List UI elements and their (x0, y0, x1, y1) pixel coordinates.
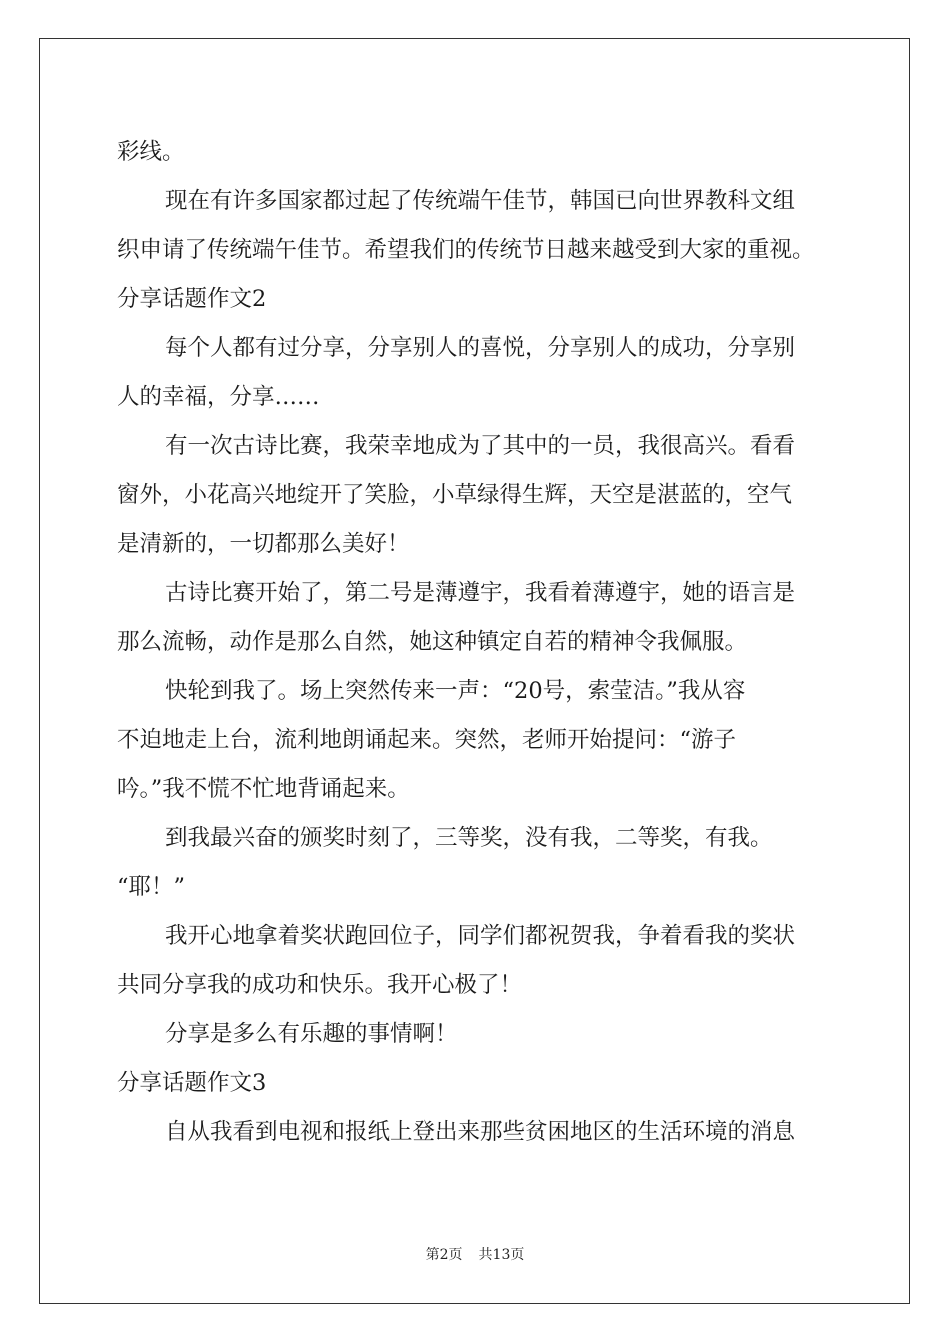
section-heading: 分享话题作文2 (117, 286, 267, 312)
paragraph-start: 自从我看到电视和报纸上登出来那些贫困地区的生活环境的消息 (165, 1119, 796, 1145)
text-line: “耶！” (117, 874, 186, 900)
text-line: 窗外，小花高兴地绽开了笑脸，小草绿得生辉，天空是湛蓝的，空气 (117, 482, 793, 508)
paragraph-start: 我开心地拿着奖状跑回位子，同学们都祝贺我，争着看我的奖状 (165, 923, 796, 949)
text-line: 彩线。 (117, 139, 185, 165)
text-line: 那么流畅，动作是那么自然，她这种镇定自若的精神令我佩服。 (117, 629, 748, 655)
paragraph-start: 现在有许多国家都过起了传统端午佳节，韩国已向世界教科文组 (165, 188, 796, 214)
text-line: 吟。”我不慌不忙地背诵起来。 (117, 776, 410, 802)
page-number: 第2页 (425, 1247, 463, 1263)
paragraph-start: 有一次古诗比赛，我荣幸地成为了其中的一员，我很高兴。看看 (165, 433, 796, 459)
paragraph-start: 到我最兴奋的颁奖时刻了，三等奖，没有我，二等奖，有我。 (165, 825, 773, 851)
document-body (117, 128, 852, 1157)
paragraph-start: 每个人都有过分享，分享别人的喜悦，分享别人的成功，分享别 (165, 335, 796, 361)
paragraph-start: 古诗比赛开始了，第二号是薄遵宇，我看着薄遵宇，她的语言是 (165, 580, 796, 606)
text-line: 人的幸福，分享…… (117, 384, 320, 410)
page-footer (0, 1244, 950, 1264)
text-line: 是清新的，一切都那么美好！ (117, 531, 410, 557)
text-line: 共同分享我的成功和快乐。我开心极了！ (117, 972, 523, 998)
total-pages: 共13页 (478, 1247, 525, 1263)
text-line: 织申请了传统端午佳节。希望我们的传统节日越来越受到大家的重视。 (117, 237, 815, 263)
section-heading: 分享话题作文3 (117, 1070, 267, 1096)
paragraph-start: 分享是多么有乐趣的事情啊！ (165, 1021, 458, 1047)
text-line: 不迫地走上台，流利地朗诵起来。突然，老师开始提问：“游子 (117, 727, 737, 753)
paragraph-start: 快轮到我了。场上突然传来一声：“20号，索莹洁。”我从容 (165, 678, 746, 704)
